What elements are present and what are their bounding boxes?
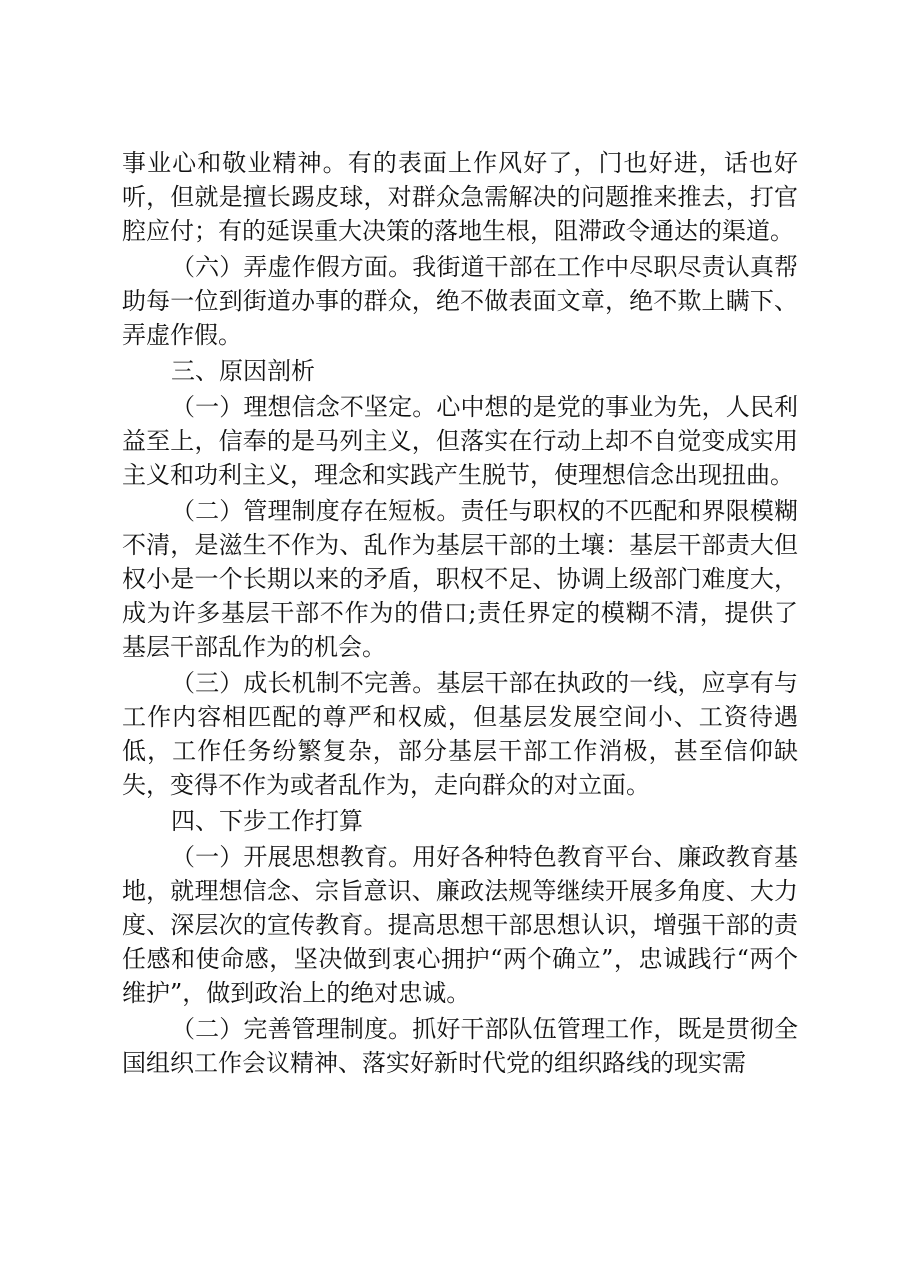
document-page xyxy=(122,146,798,1082)
paragraph-continuation: 事业心和敬业精神。有的表面上作风好了，门也好进，话也好听，但就是擅长踢皮球，对群众急需解决的问题推来推去，打官腔应付；有的延误重大决策的落地生根，阻滞政令通达的渠道。 xyxy=(122,149,798,245)
paragraph-growth: （三）成长机制不完善。基层干部在执政的一线，应享有与工作内容相匹配的尊严和权威，但基层发展空间小、工资待遇低，工作任务纷繁复杂，部分基层干部工作消极，甚至信仰缺失，变得不作为或者乱作为，走向群众的对立面。 xyxy=(122,669,798,799)
paragraph-ideals: （一）理想信念不坚定。心中想的是党的事业为先，人民利益至上，信奉的是马列主义，但落实在行动上却不自觉变成实用主义和功利主义，理念和实践产生脱节，使理想信念出现扭曲。 xyxy=(122,393,798,489)
paragraph-management: （二）管理制度存在短板。责任与职权的不匹配和界限模糊不清，是滋生不作为、乱作为基层干部的土壤：基层干部责大但权小是一个长期以来的矛盾，职权不足、协调上级部门难度大，成为许多基层干部不作为的借口;责任界定的模糊不清，提供了基层干部乱作为的机会。 xyxy=(122,497,798,661)
section-heading-cause-analysis: 三、原因剖析 xyxy=(171,357,315,385)
paragraph-education: （一）开展思想教育。用好各种特色教育平台、廉政教育基地，就理想信念、宗旨意识、廉政法规等继续开展多角度、大力度、深层次的宣传教育。提高思想干部思想认识，增强干部的责任感和使命感，坚决做到衷心拥护“两个确立”，忠诚践行“两个维护”，做到政治上的绝对忠诚。 xyxy=(122,843,798,1007)
paragraph-improve-management: （二）完善管理制度。抓好干部队伍管理工作，既是贯彻全国组织工作会议精神、落实好新时代党的组织路线的现实需 xyxy=(122,1015,798,1077)
section-heading-next-steps: 四、下步工作打算 xyxy=(171,807,363,835)
paragraph-fabrication: （六）弄虚作假方面。我街道干部在工作中尽职尽责认真帮助每一位到街道办事的群众，绝不做表面文章，绝不欺上瞒下、弄虚作假。 xyxy=(122,253,798,349)
